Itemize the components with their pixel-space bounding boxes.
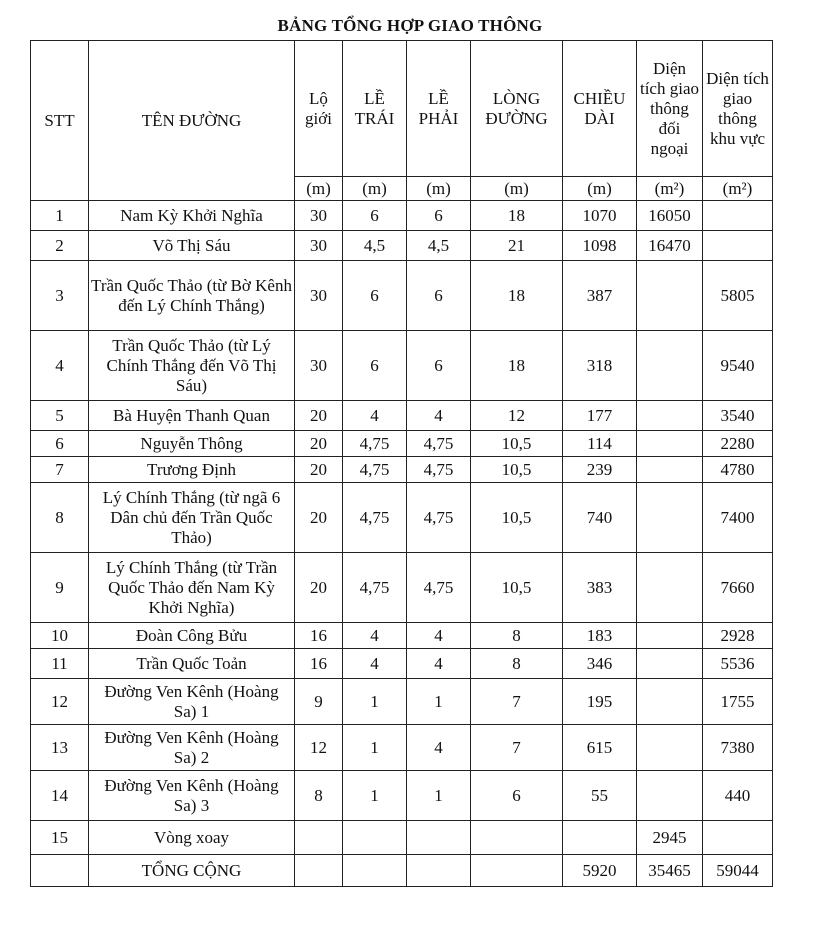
row-chieu-dai-cell: 1098: [563, 231, 637, 261]
row-stt-cell: 14: [31, 771, 89, 821]
row-stt-cell: 7: [31, 457, 89, 483]
row-long-duong-cell: 8: [471, 649, 563, 679]
row-dt-doi-ngoai-cell: [637, 771, 703, 821]
row-le-trai-cell: 4,75: [343, 431, 407, 457]
row-dt-khu-vuc-cell: [703, 231, 773, 261]
row-long-duong-cell: 12: [471, 401, 563, 431]
table-row: [31, 771, 773, 821]
row-le-phai-cell: 4,75: [407, 457, 471, 483]
header-chieu-dai: CHIỀU DÀI: [563, 41, 637, 177]
row-dt-khu-vuc-cell: [703, 201, 773, 231]
row-lo-gioi-cell: 20: [295, 431, 343, 457]
row-long-duong-cell: [471, 821, 563, 855]
row-road-name-cell: Lý Chính Thắng (từ ngã 6 Dân chủ đến Trần Quốc Thảo): [89, 483, 295, 553]
row-lo-gioi-cell: 8: [295, 771, 343, 821]
row-stt-cell: 5: [31, 401, 89, 431]
row-lo-gioi-cell: [295, 821, 343, 855]
row-le-phai-cell: 4,75: [407, 553, 471, 623]
row-chieu-dai-cell: 318: [563, 331, 637, 401]
row-road-name-cell: Đường Ven Kênh (Hoàng Sa) 1: [89, 679, 295, 725]
row-le-trai-cell: 4,5: [343, 231, 407, 261]
total-long-duong-cell: [471, 855, 563, 887]
row-chieu-dai-cell: 55: [563, 771, 637, 821]
row-road-name-cell: Trần Quốc Thảo (từ Bờ Kênh đến Lý Chính Thắng): [89, 261, 295, 331]
header-lo-gioi: Lộ giới: [295, 41, 343, 177]
table-title: BẢNG TỔNG HỢP GIAO THÔNG: [277, 16, 543, 35]
row-dt-doi-ngoai-cell: [637, 261, 703, 331]
row-dt-khu-vuc-cell: 9540: [703, 331, 773, 401]
row-le-trai-cell: 4: [343, 401, 407, 431]
table-row: [31, 725, 773, 771]
table-row: [31, 331, 773, 401]
row-road-name-cell: Bà Huyện Thanh Quan: [89, 401, 295, 431]
row-le-trai-cell: 4,75: [343, 553, 407, 623]
table-row: [31, 431, 773, 457]
row-lo-gioi-cell: 30: [295, 201, 343, 231]
row-dt-khu-vuc-cell: 5536: [703, 649, 773, 679]
row-le-phai-cell: 6: [407, 261, 471, 331]
row-road-name-cell: Trương Định: [89, 457, 295, 483]
row-dt-doi-ngoai-cell: [637, 457, 703, 483]
row-lo-gioi-cell: 30: [295, 231, 343, 261]
table-row: [31, 649, 773, 679]
header-dt-doi-ngoai: Diện tích giao thông đối ngoại: [637, 41, 703, 177]
row-le-phai-cell: 6: [407, 331, 471, 401]
row-chieu-dai-cell: 195: [563, 679, 637, 725]
row-dt-doi-ngoai-cell: [637, 483, 703, 553]
row-le-trai-cell: 4: [343, 623, 407, 649]
table-row: [31, 201, 773, 231]
table-row: [31, 679, 773, 725]
row-lo-gioi-cell: 20: [295, 483, 343, 553]
row-chieu-dai-cell: 346: [563, 649, 637, 679]
row-dt-khu-vuc-cell: 5805: [703, 261, 773, 331]
row-long-duong-cell: 7: [471, 679, 563, 725]
row-stt-cell: 10: [31, 623, 89, 649]
row-dt-khu-vuc-cell: 2280: [703, 431, 773, 457]
row-chieu-dai-cell: 1070: [563, 201, 637, 231]
row-chieu-dai-cell: 177: [563, 401, 637, 431]
row-long-duong-cell: 6: [471, 771, 563, 821]
row-long-duong-cell: 10,5: [471, 553, 563, 623]
row-road-name-cell: Lý Chính Thắng (từ Trần Quốc Thảo đến Nam Kỳ Khởi Nghĩa): [89, 553, 295, 623]
row-road-name-cell: Đoàn Công Bửu: [89, 623, 295, 649]
row-long-duong-cell: 10,5: [471, 457, 563, 483]
row-lo-gioi-cell: 12: [295, 725, 343, 771]
row-long-duong-cell: 10,5: [471, 431, 563, 457]
row-dt-khu-vuc-cell: [703, 821, 773, 855]
row-le-trai-cell: 1: [343, 679, 407, 725]
table-row: [31, 483, 773, 553]
row-le-phai-cell: 4,75: [407, 483, 471, 553]
row-dt-doi-ngoai-cell: [637, 623, 703, 649]
unit-dt-doi-ngoai: (m²): [637, 177, 703, 201]
row-le-phai-cell: 6: [407, 201, 471, 231]
unit-lo-gioi: (m): [295, 177, 343, 201]
table-row: [31, 553, 773, 623]
row-long-duong-cell: 18: [471, 261, 563, 331]
row-road-name-cell: Trần Quốc Toản: [89, 649, 295, 679]
unit-le-phai: (m): [407, 177, 471, 201]
header-long-duong: LÒNG ĐƯỜNG: [471, 41, 563, 177]
row-chieu-dai-cell: 615: [563, 725, 637, 771]
row-le-phai-cell: 4: [407, 725, 471, 771]
row-long-duong-cell: 7: [471, 725, 563, 771]
row-stt-cell: 2: [31, 231, 89, 261]
row-le-phai-cell: 4,5: [407, 231, 471, 261]
row-le-trai-cell: 6: [343, 201, 407, 231]
table-body: [31, 201, 773, 855]
row-dt-doi-ngoai-cell: [637, 431, 703, 457]
row-road-name-cell: Nam Kỳ Khởi Nghĩa: [89, 201, 295, 231]
row-road-name-cell: Trần Quốc Thảo (từ Lý Chính Thắng đến Võ Thị Sáu): [89, 331, 295, 401]
row-lo-gioi-cell: 20: [295, 401, 343, 431]
table-row: [31, 231, 773, 261]
row-lo-gioi-cell: 9: [295, 679, 343, 725]
row-long-duong-cell: 8: [471, 623, 563, 649]
unit-le-trai: (m): [343, 177, 407, 201]
total-dt-khu-vuc: 59044: [703, 855, 773, 887]
row-chieu-dai-cell: 383: [563, 553, 637, 623]
row-le-trai-cell: 1: [343, 725, 407, 771]
row-road-name-cell: Võ Thị Sáu: [89, 231, 295, 261]
row-chieu-dai-cell: 183: [563, 623, 637, 649]
row-stt-cell: 13: [31, 725, 89, 771]
row-lo-gioi-cell: 16: [295, 649, 343, 679]
table-row: [31, 623, 773, 649]
unit-chieu-dai: (m): [563, 177, 637, 201]
total-label: TỔNG CỘNG: [89, 855, 295, 887]
table-row: [31, 457, 773, 483]
row-stt-cell: 1: [31, 201, 89, 231]
row-le-trai-cell: 6: [343, 261, 407, 331]
total-row: [31, 855, 773, 887]
row-dt-doi-ngoai-cell: [637, 725, 703, 771]
header-le-phai: LỀ PHẢI: [407, 41, 471, 177]
row-stt-cell: 11: [31, 649, 89, 679]
row-chieu-dai-cell: 114: [563, 431, 637, 457]
row-chieu-dai-cell: 387: [563, 261, 637, 331]
row-long-duong-cell: 18: [471, 331, 563, 401]
row-dt-khu-vuc-cell: 4780: [703, 457, 773, 483]
row-dt-doi-ngoai-cell: 2945: [637, 821, 703, 855]
row-dt-khu-vuc-cell: 7380: [703, 725, 773, 771]
row-long-duong-cell: 21: [471, 231, 563, 261]
header-dt-khu-vuc: Diện tích giao thông khu vực: [703, 41, 773, 177]
row-le-phai-cell: 1: [407, 771, 471, 821]
row-long-duong-cell: 10,5: [471, 483, 563, 553]
row-road-name-cell: Đường Ven Kênh (Hoàng Sa) 2: [89, 725, 295, 771]
table-row: [31, 821, 773, 855]
row-lo-gioi-cell: 30: [295, 261, 343, 331]
row-dt-khu-vuc-cell: 7400: [703, 483, 773, 553]
row-dt-khu-vuc-cell: 2928: [703, 623, 773, 649]
row-dt-doi-ngoai-cell: [637, 331, 703, 401]
row-dt-doi-ngoai-cell: [637, 553, 703, 623]
row-dt-doi-ngoai-cell: 16050: [637, 201, 703, 231]
row-chieu-dai-cell: [563, 821, 637, 855]
total-le-trai-cell: [343, 855, 407, 887]
row-stt-cell: 4: [31, 331, 89, 401]
row-road-name-cell: Đường Ven Kênh (Hoàng Sa) 3: [89, 771, 295, 821]
row-le-phai-cell: 4: [407, 623, 471, 649]
row-stt-cell: 8: [31, 483, 89, 553]
row-stt-cell: 9: [31, 553, 89, 623]
traffic-summary-table: [30, 40, 773, 887]
row-le-phai-cell: 4,75: [407, 431, 471, 457]
total-chieu-dai: 5920: [563, 855, 637, 887]
table-footer: [31, 855, 773, 887]
row-dt-doi-ngoai-cell: 16470: [637, 231, 703, 261]
row-road-name-cell: Vòng xoay: [89, 821, 295, 855]
row-road-name-cell: Nguyễn Thông: [89, 431, 295, 457]
total-lo-gioi-cell: [295, 855, 343, 887]
row-long-duong-cell: 18: [471, 201, 563, 231]
total-le-phai-cell: [407, 855, 471, 887]
total-dt-doi-ngoai: 35465: [637, 855, 703, 887]
table-header: [31, 41, 773, 201]
row-le-phai-cell: 4: [407, 649, 471, 679]
row-dt-khu-vuc-cell: 3540: [703, 401, 773, 431]
row-le-phai-cell: [407, 821, 471, 855]
row-le-trai-cell: 4,75: [343, 483, 407, 553]
row-le-phai-cell: 4: [407, 401, 471, 431]
row-chieu-dai-cell: 740: [563, 483, 637, 553]
table-row: [31, 401, 773, 431]
row-lo-gioi-cell: 20: [295, 457, 343, 483]
traffic-summary-table-wrapper: [30, 40, 773, 887]
row-dt-doi-ngoai-cell: [637, 679, 703, 725]
row-le-trai-cell: 6: [343, 331, 407, 401]
row-le-phai-cell: 1: [407, 679, 471, 725]
row-stt-cell: 12: [31, 679, 89, 725]
row-le-trai-cell: 1: [343, 771, 407, 821]
row-dt-khu-vuc-cell: 7660: [703, 553, 773, 623]
total-stt-cell: [31, 855, 89, 887]
row-lo-gioi-cell: 16: [295, 623, 343, 649]
row-dt-doi-ngoai-cell: [637, 401, 703, 431]
unit-dt-khu-vuc: (m²): [703, 177, 773, 201]
row-lo-gioi-cell: 30: [295, 331, 343, 401]
row-dt-khu-vuc-cell: 440: [703, 771, 773, 821]
row-lo-gioi-cell: 20: [295, 553, 343, 623]
row-dt-khu-vuc-cell: 1755: [703, 679, 773, 725]
header-ten-duong: TÊN ĐƯỜNG: [89, 41, 295, 201]
row-stt-cell: 3: [31, 261, 89, 331]
header-le-trai: LỀ TRÁI: [343, 41, 407, 177]
unit-long-duong: (m): [471, 177, 563, 201]
row-stt-cell: 6: [31, 431, 89, 457]
table-row: [31, 261, 773, 331]
row-le-trai-cell: 4,75: [343, 457, 407, 483]
row-le-trai-cell: [343, 821, 407, 855]
row-stt-cell: 15: [31, 821, 89, 855]
row-dt-doi-ngoai-cell: [637, 649, 703, 679]
header-stt: STT: [31, 41, 89, 201]
row-chieu-dai-cell: 239: [563, 457, 637, 483]
row-le-trai-cell: 4: [343, 649, 407, 679]
